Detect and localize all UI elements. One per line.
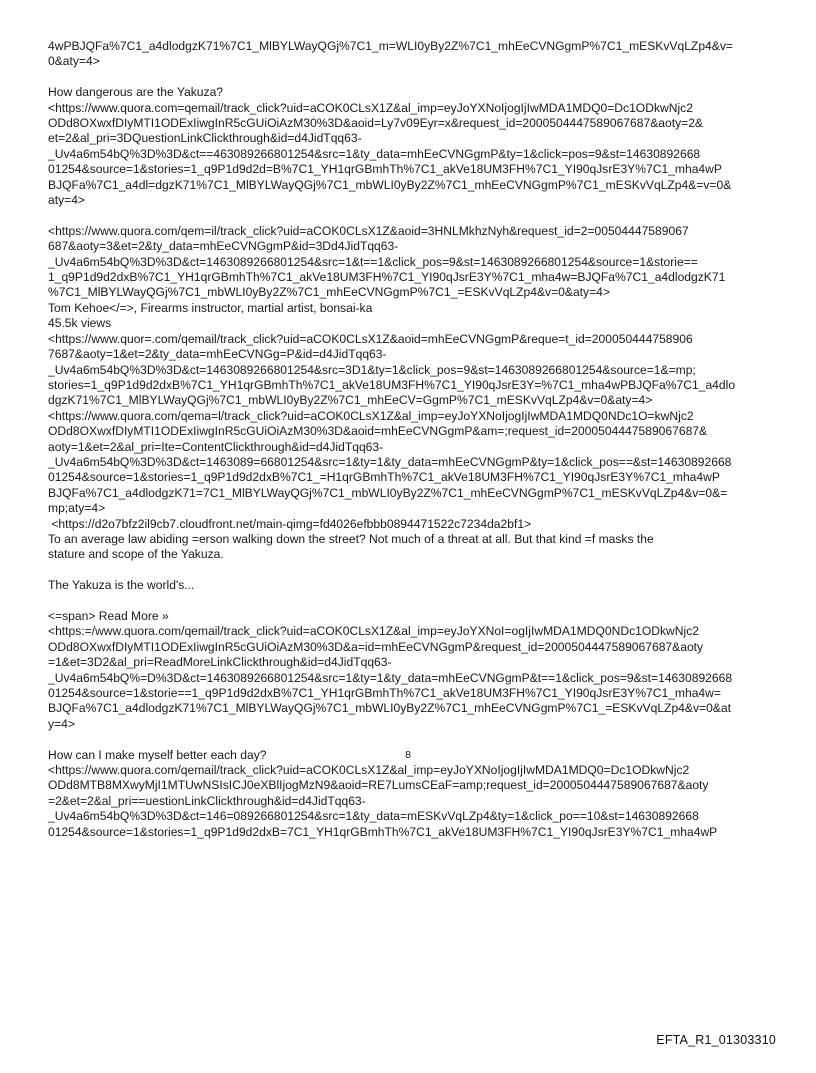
text-line: <https://www.quora.com/qema=l/track_click?uid=aCOK0CLsX1Z&al_imp=eyJoYXNoIjogIjIwMDA1MDQ0NDc1O=kwNjc2 bbox=[48, 408, 694, 423]
text-line: 687&aoty=3&et=2&ty_data=mhEeCVNGgmP&id=3Dd4JidTqq63- bbox=[48, 239, 399, 254]
text-line: 1_q9P1d9d2dxB%7C1_YH1qrGBmhTh%7C1_akVe18UM3FH%7C1_YI90qJsrE3Y%7C1_mha4w=BJQFa%7C1_a4dlodgzK71 bbox=[48, 270, 726, 285]
text-line: aty=4> bbox=[48, 193, 85, 208]
paragraph-url-continuation bbox=[48, 39, 793, 70]
paragraph-yakuza-teaser bbox=[48, 578, 793, 593]
text-line: <https://www.quor=.com/qemail/track_click?uid=aCOK0CLsX1Z&aoid=mhEeCVNGgmP&reque=t_id=200050444758906 bbox=[48, 331, 693, 346]
text-line: stories=1_q9P1d9d2dxB%7C1_YH1qrGBmhTh%7C1_akVe18UM3FH%7C1_YI90qJsrE3Y=%7C1_mha4wPBJQFa%7C1_a4dlo bbox=[48, 377, 736, 392]
text-line: BJQFa%7C1_a4dl=dgzK71%7C1_MlBYLWayQGj%7C1_mbWLI0yBy2Z%7C1_mhEeCVNGgmP%7C1_mESKvVqLZp4&=v=0& bbox=[48, 177, 732, 192]
text-line: 01254&source=1&stories=1_q9P1d9d2dxB=7C1_YH1qrGBmhTh%7C1_akVe18UM3FH%7C1_YI90qJsrE3Y%7C1_mha4wP bbox=[48, 824, 718, 839]
text-line: 7687&aoty=1&et=2&ty_data=mhEeCVNGg=P&id=d4JidTqq63- bbox=[48, 347, 387, 362]
text-line: BJQFa%7C1_a4dlodgzK71=7C1_MlBYLWayQGj%7C1_mbWLI0yBy2Z%7C1_mhEeCVNGgmP%7C1_mESKvVqLZp4&v=0&= bbox=[48, 485, 728, 500]
text-line: BJQFa%7C1_a4dlodgzK71%7C1_MlBYLWayQGj%7C1_mbWLI0yBy2Z%7C1_mhEeCVNGgmP%7C1_=ESKvVqLZp4&v=0&at bbox=[48, 701, 731, 716]
text-line: y=4> bbox=[48, 716, 75, 731]
text-line: et=2&al_pri=3DQuestionLinkClickthrough&id=d4JidTqq63- bbox=[48, 131, 362, 146]
paragraph-read-more bbox=[48, 609, 793, 732]
text-line: ODd8OXwxfDIyMTI1ODExIiwgInR5cGUiOiAzM30%3D&aoid=mhEeCVNGgmP&am=;request_id=2000504447589067687& bbox=[48, 424, 708, 439]
text-line: <https://www.quora.com=qemail/track_click?uid=aCOK0CLsX1Z&al_imp=eyJoYXNoIjogIjIwMDA1MDQ0=Dc1ODkwNjc2 bbox=[48, 100, 693, 115]
text-line: 01254&source=1&stories=1_q9P1d9d2d=B%7C1_YH1qrGBmhTh%7C1_akVe18UM3FH%7C1_YI90qJsrE3Y%7C1_mha4wP bbox=[48, 162, 722, 177]
text-line: =1&et=3D2&al_pri=ReadMoreLinkClickthrough&id=d4JidTqq63- bbox=[48, 655, 392, 670]
text-line: mp;aty=4> bbox=[48, 501, 106, 516]
text-line: _Uv4a6m54bQ%3D%3D&ct=146=089266801254&src=1&ty_data=mESKvVqLZp4&ty=1&click_po==10&st=14630892668 bbox=[48, 809, 699, 824]
answer-snippet: To an average law abiding =erson walking down the street? Not much of a threat at all. But that kind =f masks the bbox=[48, 531, 654, 546]
text-line: dgzK71%7C1_MlBYLWayQGj%7C1_mbWLI0yBy2Z%7C1_mhEeCV=GgmP%7C1_mESKvVqLZp4&v=0&aty=4> bbox=[48, 393, 653, 408]
answer-snippet: The Yakuza is the world's... bbox=[48, 578, 195, 593]
text-line: ODd8OXwxfDIyMTI1ODExIiwgInR5cGUiOiAzM30%3D&a=id=mhEeCVNGgmP&request_id=2000504447589067687&aoty bbox=[48, 639, 704, 654]
text-line: %7C1_MlBYLWayQGj%7C1_mbWLI0yBy2Z%7C1_mhEeCVNGgmP%7C1_=ESKvVqLZp4&v=0&aty=4> bbox=[48, 285, 610, 300]
text-line: 4wPBJQFa%7C1_a4dlodgzK71%7C1_MlBYLWayQGj%7C1_m=WLI0yBy2Z%7C1_mhEeCVNGgmP%7C1_mESKvVqLZp4&v= bbox=[48, 39, 733, 53]
email-body bbox=[48, 39, 793, 855]
text-line: _Uv4a6m54bQ%3D%3D&ct=1463089266801254&src=1&t==1&click_pos=9&st=1463089266801254&source=1&storie== bbox=[48, 254, 698, 269]
text-line: <https:=/www.quora.com/qemail/track_click?uid=aCOK0CLsX1Z&al_imp=eyJoYXNoI=ogIjIwMDA1MDQ0NDc1ODkwNjc2 bbox=[48, 624, 699, 639]
text-line: _Uv4a6m54bQ%3D%3D&ct==463089266801254&src=1&ty_data=mhEeCVNGgmP&ty=1&click=pos=9&st=14630892668 bbox=[48, 146, 701, 161]
paragraph-question-better bbox=[48, 748, 793, 840]
page-number: 8 bbox=[405, 749, 411, 761]
text-line: _Uv4a6m54bQ%3D%3D&ct=1463089266801254&src=3D1&ty=1&click_pos=9&st=1463089266801254&source=1&=mp; bbox=[48, 362, 696, 377]
paragraph-question-yakuza bbox=[48, 85, 793, 208]
text-line: <https://www.quora.com/qemail/track_click?uid=aCOK0CLsX1Z&al_imp=eyJoYXNoIjogIjIwMDA1MDQ0=Dc1ODkwNjc2 bbox=[48, 763, 690, 778]
author-line: Tom Kehoe</=>, Firearms instructor, martial artist, bonsai-ka bbox=[48, 300, 373, 315]
question-title: How can I make myself better each day? bbox=[48, 747, 267, 762]
document-id: EFTA_R1_01303310 bbox=[656, 1033, 776, 1047]
text-line: 0&aty=4> bbox=[48, 54, 100, 69]
text-line: aoty=1&et=2&al_pri=Ite=ContentClickthrough&id=d4JidTqq63- bbox=[48, 439, 384, 454]
text-line: 01254&source=1&storie==1_q9P1d9d2dxB%7C1_YH1qrGBmhTh%7C1_akVe18UM3FH%7C1_YI90qJsrE3Y%7C1_mha4w= bbox=[48, 686, 721, 700]
text-line: ODd8MTB8MXwyMjI1MTUwNSIsICJ0eXBlIjogMzN9&aoid=RE7LumsCEaF=amp;request_id=2000504447589067687&aoty bbox=[48, 778, 709, 793]
text-line: 01254&source=1&stories=1_q9P1d9d2dxB%7C1_=H1qrGBmhTh%7C1_akVe18UM3FH%7C1_YI90qJsrE3Y%7C1_mha4wP bbox=[48, 470, 720, 485]
text-line: _Uv4a6m54bQ%=D%3D&ct=1463089266801254&src=1&ty=1&ty_data=mhEeCVNGgmP&t==1&click_pos=9&st=14630892668 bbox=[48, 670, 733, 685]
paragraph-answer-block bbox=[48, 224, 793, 563]
text-line: ODd8OXwxfDIyMTI1ODExIiwgInR5cGUiOiAzM30%3D&aoid=Ly7v09Eyr=x&request_id=2000504447589067687&aoty=2& bbox=[48, 116, 703, 131]
answer-snippet: stature and scope of the Yakuza. bbox=[48, 547, 224, 562]
read-more-label: <=span> Read More » bbox=[48, 608, 169, 623]
text-line: _Uv4a6m54bQ%3D%3D&ct=1463089=66801254&src=1&ty=1&ty_data=mhEeCVNGgmP&ty=1&click_pos==&st=14630892668 bbox=[48, 454, 732, 469]
text-line: <https://www.quora.com/qem=il/track_click?uid=aCOK0CLsX1Z&aoid=3HNLMkhzNyh&request_id=2=00504447589067 bbox=[48, 223, 689, 238]
text-line: =2&et=2&al_pri==uestionLinkClickthrough&id=d4JidTqq63- bbox=[48, 793, 366, 808]
question-title: How dangerous are the Yakuza? bbox=[48, 85, 224, 100]
views-count: 45.5k views bbox=[48, 316, 112, 331]
image-link: <https://d2o7bfz2il9cb7.cloudfront.net/main-qimg=fd4026efbbb0894471522c7234da2bf1> bbox=[48, 516, 532, 531]
